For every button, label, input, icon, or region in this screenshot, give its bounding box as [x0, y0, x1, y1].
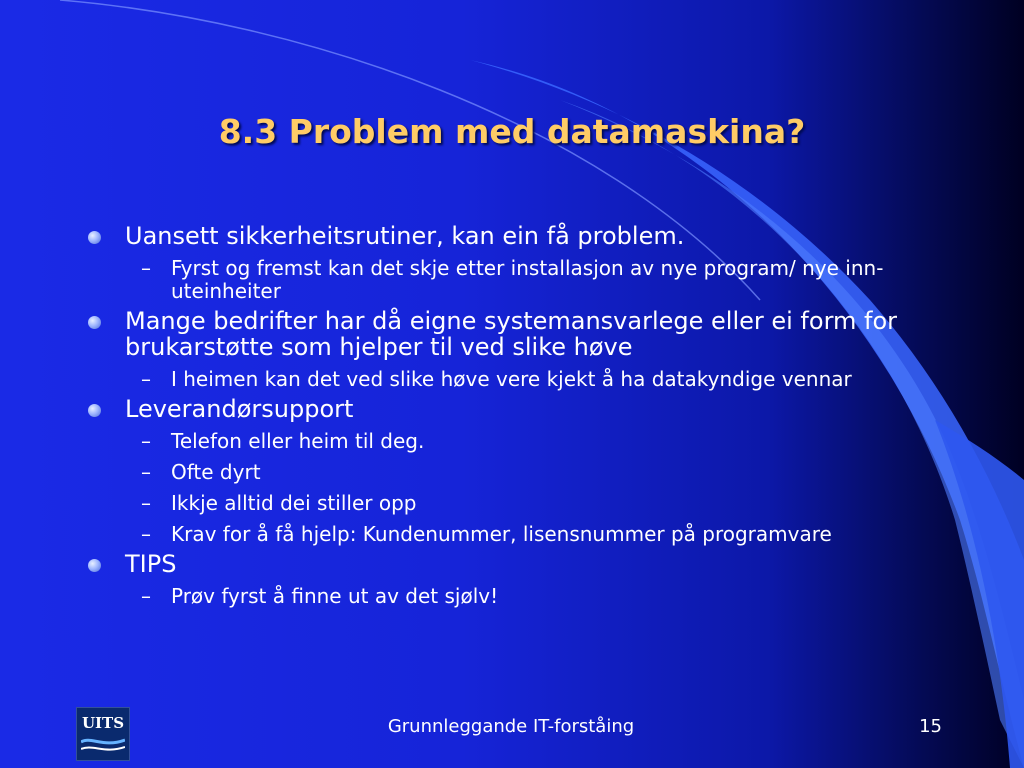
bullet-item	[88, 551, 928, 577]
dash-marker: –	[141, 429, 151, 453]
logo-text: UITS	[81, 714, 125, 732]
sub-bullet-text: Telefon eller heim til deg.	[171, 429, 425, 453]
bullet-item	[88, 308, 928, 360]
slide-title: 8.3 Problem med datamaskina?	[218, 112, 806, 151]
bullet-text: Uansett sikkerheitsrutiner, kan ein få problem.	[125, 222, 685, 250]
sub-bullet-text: Ikkje alltid dei stiller opp	[171, 491, 417, 515]
bullet-item	[88, 396, 928, 422]
bullet-text: Leverandørsupport	[125, 395, 354, 423]
bullet-list	[88, 223, 928, 608]
footer-title	[0, 716, 1024, 737]
sub-bullet-item	[88, 257, 928, 303]
sub-bullet-text: I heimen kan det ved slike høve vere kjekt å ha datakyndige vennar	[171, 367, 852, 391]
dash-marker: –	[141, 584, 151, 608]
dash-marker: –	[141, 367, 151, 391]
dash-marker: –	[141, 522, 151, 546]
bullet-text: Mange bedrifter har då eigne systemansvarlege eller ei form for brukarstøtte som hjelper til ved slike høve	[125, 307, 898, 361]
dash-marker: –	[141, 256, 151, 280]
bullet-dot-icon	[88, 316, 101, 329]
sub-bullet-item	[88, 585, 928, 608]
sub-bullet-item	[88, 492, 928, 515]
dash-marker: –	[141, 491, 151, 515]
bullet-text: TIPS	[125, 550, 177, 578]
sub-bullet-item	[88, 461, 928, 484]
page-number: 15	[919, 716, 942, 737]
dash-marker: –	[141, 460, 151, 484]
sub-bullet-text: Krav for å få hjelp: Kundenummer, lisensnummer på programvare	[171, 522, 832, 546]
sub-bullet-item	[88, 430, 928, 453]
sub-bullet-item	[88, 368, 928, 391]
logo-wave-icon	[81, 736, 125, 754]
bullet-item	[88, 223, 928, 249]
footer-title-text: Grunnleggande IT-forståing	[387, 716, 635, 737]
bullet-dot-icon	[88, 559, 101, 572]
sub-bullet-text: Prøv fyrst å finne ut av det sjølv!	[171, 584, 499, 608]
sub-bullet-text: Fyrst og fremst kan det skje etter installasjon av nye program/ nye inn- uteinheiter	[171, 256, 884, 303]
sub-bullet-item	[88, 523, 928, 546]
bullet-dot-icon	[88, 231, 101, 244]
sub-bullet-text: Ofte dyrt	[171, 460, 261, 484]
bullet-dot-icon	[88, 404, 101, 417]
